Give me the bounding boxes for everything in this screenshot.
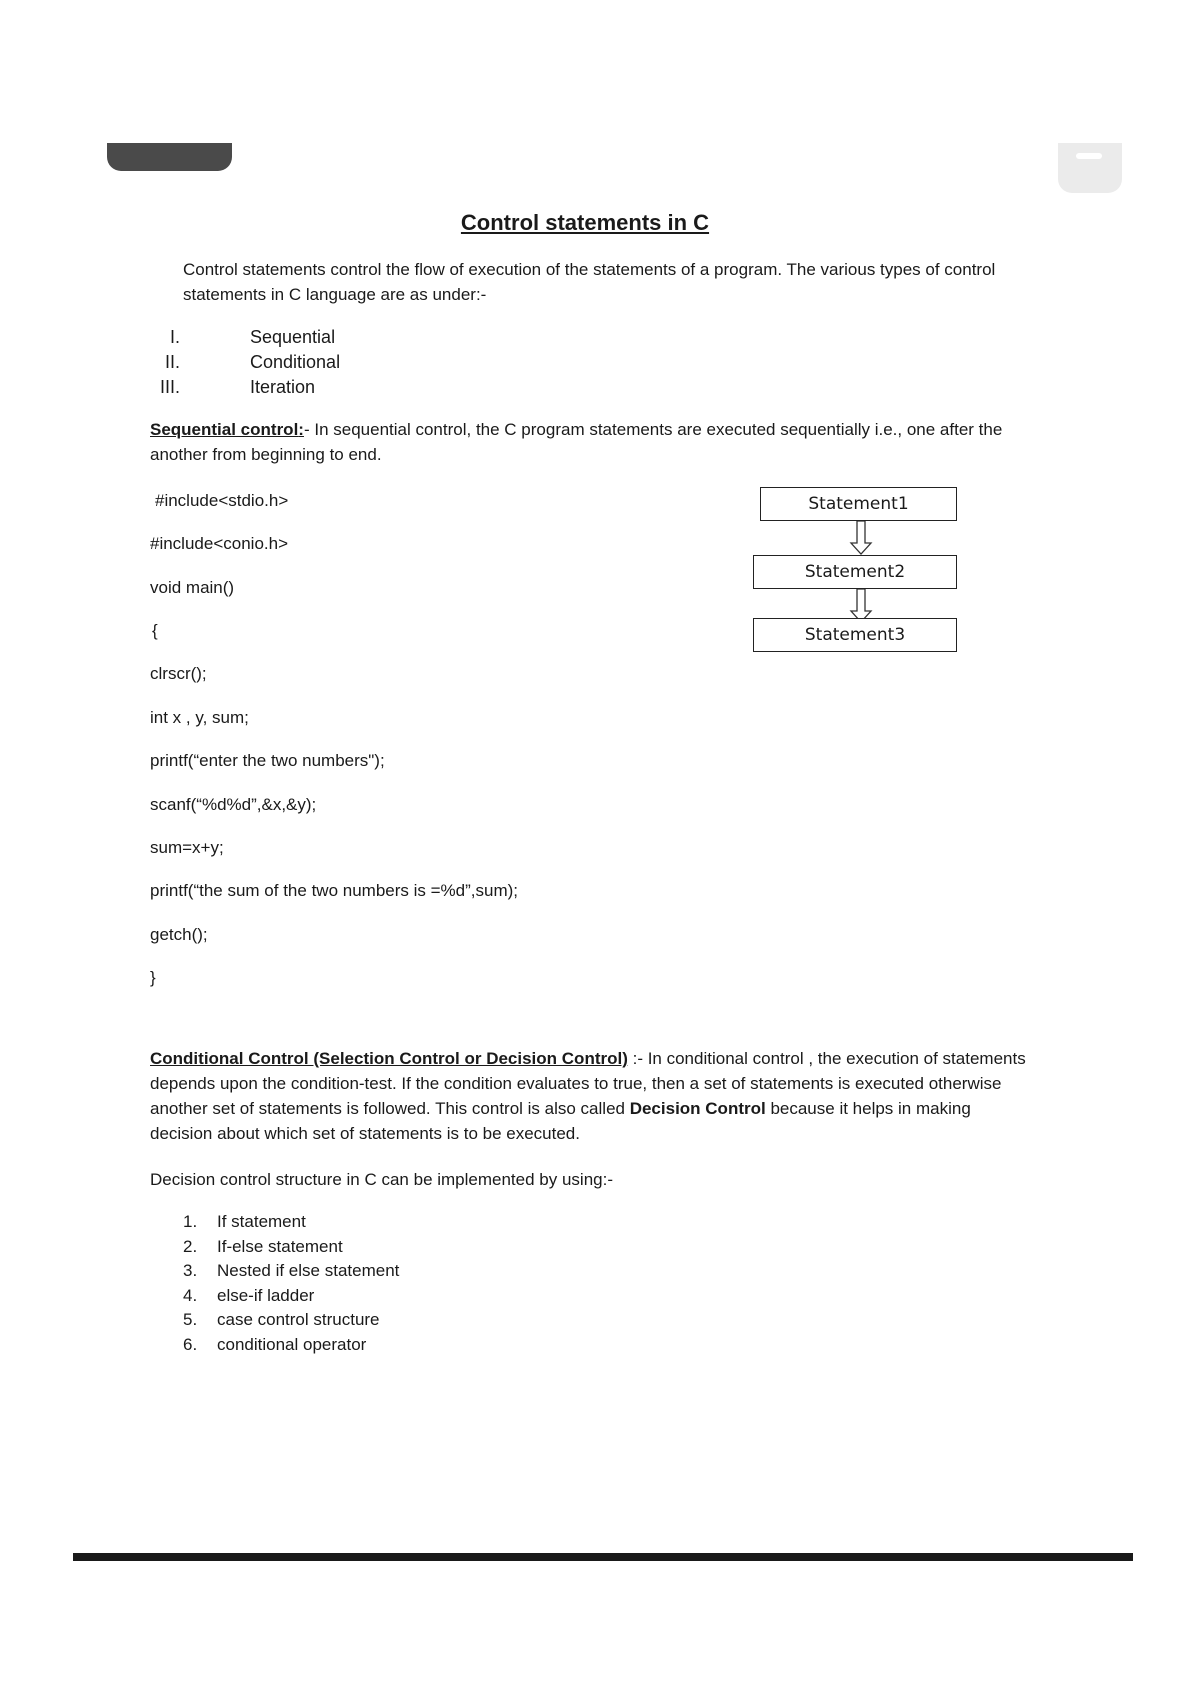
- list-item: [183, 1259, 399, 1284]
- sequential-separator: :: [298, 420, 304, 439]
- list-number: 4.: [183, 1285, 198, 1305]
- header-tab-light: [1058, 143, 1122, 193]
- sequential-text: - In sequential control, the C program statements are executed sequentially i.e., one after the another from beginning to end.: [150, 420, 1003, 464]
- code-line: sum=x+y;: [150, 838, 224, 857]
- list-item: [183, 1210, 399, 1235]
- code-line: {: [152, 621, 158, 640]
- down-arrow-icon: [849, 521, 873, 555]
- code-line: getch();: [150, 925, 208, 944]
- code-line: #include<conio.h>: [150, 534, 289, 553]
- list-item: [150, 325, 340, 350]
- list-number: III.: [159, 377, 180, 397]
- code-line: void main(): [150, 578, 235, 597]
- list-item: [150, 375, 340, 400]
- list-label: If statement: [217, 1212, 306, 1231]
- code-line: scanf(“%d%d”,&x,&y);: [150, 795, 317, 814]
- list-number: 6.: [183, 1334, 198, 1354]
- list-label: Iteration: [250, 377, 316, 397]
- conditional-paragraph: [150, 1046, 1030, 1146]
- header-tab-dark: [107, 143, 232, 171]
- code-line: int x , y, sum;: [150, 708, 249, 727]
- list-item: [183, 1284, 399, 1309]
- decision-list: [183, 1210, 399, 1357]
- list-label: conditional operator: [217, 1334, 367, 1354]
- decision-intro: Decision control structure in C can be implemented by using:-: [150, 1170, 613, 1189]
- list-label: Conditional: [250, 352, 341, 372]
- list-label: else-if ladder: [217, 1285, 315, 1305]
- list-label: If-else statement: [217, 1236, 343, 1256]
- flow-box-statement1: Statement1: [760, 487, 957, 521]
- list-number: 1.: [183, 1212, 198, 1231]
- code-line: clrscr();: [150, 664, 207, 683]
- list-item: [183, 1333, 399, 1358]
- list-number: 5.: [183, 1310, 198, 1329]
- flow-box-statement3: Statement3: [753, 618, 957, 652]
- flow-box-statement2: Statement2: [753, 555, 957, 589]
- sequential-heading: Sequential control: [150, 420, 299, 439]
- conditional-text-after: because it helps in making decision about which set of statements is to be executed.: [150, 1099, 971, 1143]
- list-number: 3.: [183, 1261, 198, 1280]
- list-number: 2.: [183, 1236, 198, 1256]
- list-number: II.: [164, 352, 180, 372]
- list-item: [183, 1235, 399, 1260]
- list-item: [150, 350, 340, 375]
- code-line: printf(“enter the two numbers");: [150, 751, 385, 770]
- list-label: case control structure: [217, 1310, 380, 1329]
- types-list: [150, 325, 340, 400]
- intro-paragraph: Control statements control the flow of execution of the statements of a program. The various types of control statements in C language are as under:-: [183, 260, 996, 304]
- list-number: I.: [169, 327, 180, 347]
- code-line: }: [150, 968, 156, 987]
- conditional-bold-term: Decision Control: [629, 1099, 766, 1118]
- bottom-divider: [73, 1553, 1133, 1561]
- page-title: Control statements in C: [460, 210, 710, 235]
- conditional-heading: Conditional Control (Selection Control or Decision Control): [150, 1049, 628, 1068]
- sequential-paragraph: [150, 417, 1030, 467]
- list-label: Nested if else statement: [217, 1261, 400, 1280]
- list-label: Sequential: [250, 327, 336, 347]
- code-line: #include<stdio.h>: [155, 491, 289, 510]
- code-line: printf(“the sum of the two numbers is =%d”,sum);: [150, 881, 518, 900]
- list-item: [183, 1308, 399, 1333]
- conditional-text-before: :- In conditional control , the execution of statements depends upon the condition-test. If the condition evaluates to true, then a set of statements is executed otherwise another set of statements is followed. This control is also called: [150, 1049, 1026, 1118]
